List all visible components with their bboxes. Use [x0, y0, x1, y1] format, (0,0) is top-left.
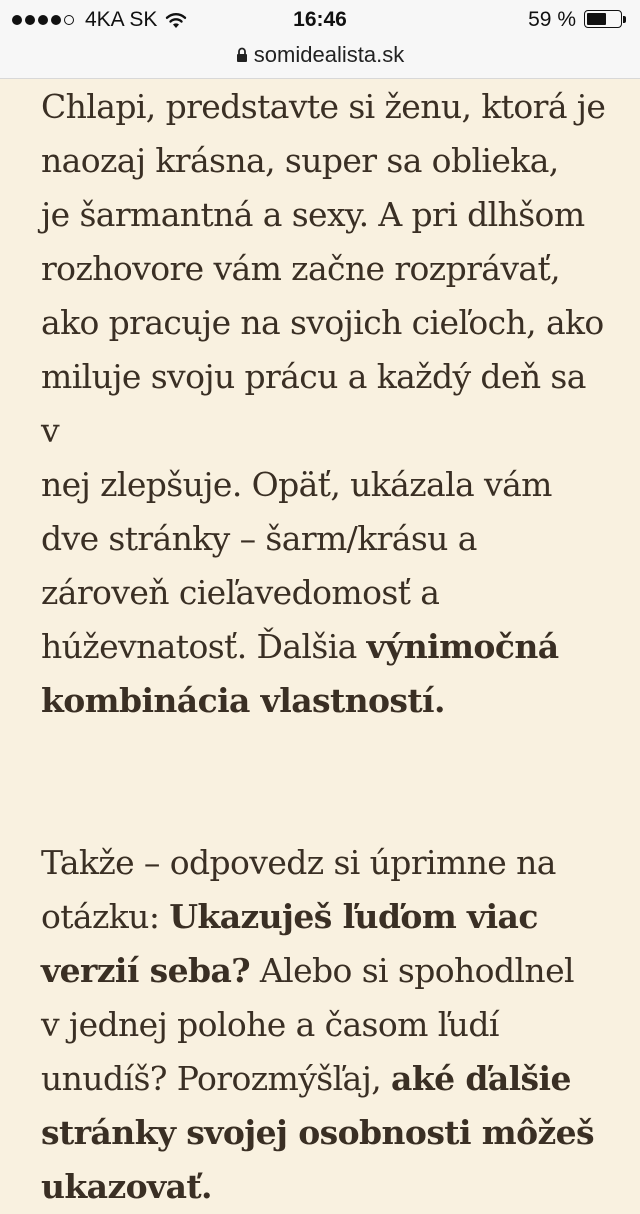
text-line: je šarmantná a sexy. A pri dlhšom [41, 195, 585, 234]
article-paragraph [41, 836, 611, 1214]
carrier-name: 4KA SK [85, 8, 158, 31]
text-line [41, 890, 611, 944]
bold-text: verzií seba? [41, 951, 251, 990]
article-body [41, 78, 611, 1214]
url-bar[interactable] [0, 40, 640, 79]
text-line: ako pracuje na svojich cieľoch, ako [41, 303, 604, 342]
status-right [528, 8, 628, 32]
lock-icon [236, 47, 248, 63]
clock-time: 16:46 [293, 8, 347, 31]
text-line: Chlapi, predstavte si ženu, ktorá je [41, 87, 606, 126]
url-domain: somidealista.sk [253, 42, 405, 67]
bold-text: kombinácia vlastností. [41, 681, 445, 720]
text-line: Takže – odpovedz si úprimne na [41, 843, 556, 882]
text-line: naozaj krásna, super sa oblieka, [41, 141, 559, 180]
status-bar [0, 0, 640, 40]
bold-text: aké ďalšie [391, 1059, 571, 1098]
text-segment: húževnatosť. Ďalšia [41, 627, 367, 666]
battery-fill [587, 13, 606, 25]
text-line: nej zlepšuje. Opäť, ukázala vám [41, 465, 552, 504]
battery-icon [584, 10, 628, 30]
text-segment: otázku: [41, 897, 170, 936]
text-line [41, 1106, 611, 1160]
bold-text: ukazovať. [41, 1167, 212, 1206]
text-line [41, 1052, 611, 1106]
text-line: rozhovore vám začne rozprávať, [41, 249, 561, 288]
bold-text: stránky svojej osobnosti môžeš [41, 1113, 595, 1152]
bold-text: Ukazuješ ľuďom viac [169, 897, 538, 936]
text-line: zároveň cieľavedomosť a [41, 573, 440, 612]
text-segment: Alebo si spohodlnel [250, 951, 574, 990]
article-paragraph [41, 78, 611, 728]
text-line: v jednej polohe a časom ľudí [41, 1005, 499, 1044]
text-line [41, 674, 611, 728]
text-segment: unudíš? Porozmýšľaj, [41, 1059, 392, 1098]
text-line: dve stránky – šarm/krásu a [41, 519, 477, 558]
text-line [41, 620, 611, 674]
text-line: miluje svoju prácu a každý deň sa v [41, 357, 586, 450]
text-line [41, 1160, 611, 1214]
battery-percent: 59 % [528, 8, 576, 31]
bold-text: výnimočná [366, 627, 559, 666]
text-line [41, 944, 611, 998]
